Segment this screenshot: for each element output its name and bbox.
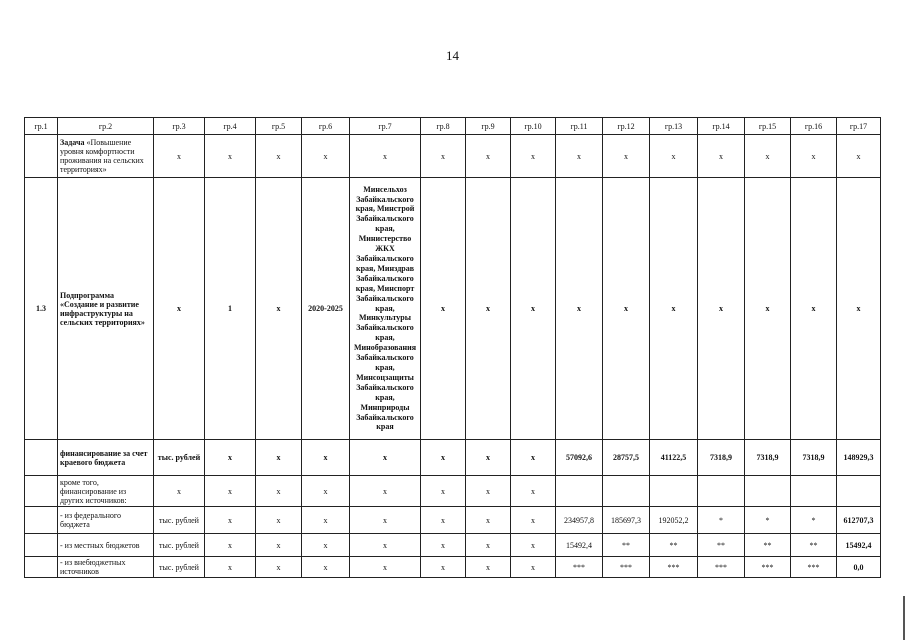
header-cell: гр.5 (256, 118, 302, 135)
table-cell: x (745, 178, 791, 440)
header-cell: гр.8 (421, 118, 466, 135)
table-cell: x (650, 135, 698, 178)
table-cell: *** (698, 557, 745, 578)
task-title-cell (58, 135, 154, 178)
table-cell: x (511, 135, 556, 178)
table-cell: 57092,6 (556, 440, 603, 476)
financing-label: финансирование за счет краевого бюджета (58, 440, 154, 476)
table-cell: x (837, 178, 881, 440)
table-cell: x (256, 440, 302, 476)
page-number: 14 (446, 48, 459, 63)
table-cell: *** (603, 557, 650, 578)
table-cell (791, 476, 837, 507)
row-number-cell: 1.3 (25, 178, 58, 440)
table-cell: x (350, 440, 421, 476)
task-description: «Повышение уровня комфортности проживания на сельских территориях» (60, 138, 144, 174)
table-cell (837, 476, 881, 507)
table-cell: x (302, 557, 350, 578)
table-cell: x (698, 178, 745, 440)
federal-label: - из федерального бюджета (58, 507, 154, 534)
extrabudgetary-row (25, 557, 881, 578)
row-number-cell (25, 557, 58, 578)
table-cell: 7318,9 (698, 440, 745, 476)
table-cell: x (350, 534, 421, 557)
table-cell: x (154, 135, 205, 178)
table-cell: * (791, 507, 837, 534)
table-cell: x (205, 476, 256, 507)
extrabudgetary-label: - из внебюджетных источников (58, 557, 154, 578)
table-cell: x (650, 178, 698, 440)
header-row (25, 118, 881, 135)
table-cell: *** (556, 557, 603, 578)
subprogram-title-cell: Подпрограмма «Создание и развитие инфраструктуры на сельских территориях» (58, 178, 154, 440)
table-cell: x (302, 135, 350, 178)
table-cell: x (466, 178, 511, 440)
table-cell: x (421, 135, 466, 178)
local-row (25, 534, 881, 557)
other-sources-label: кроме того, финансирование из других источников: (58, 476, 154, 507)
header-cell: гр.2 (58, 118, 154, 135)
table-cell: *** (745, 557, 791, 578)
table-cell: x (466, 135, 511, 178)
table-cell: 15492,4 (556, 534, 603, 557)
table-cell: x (466, 507, 511, 534)
table-cell: x (256, 507, 302, 534)
table-cell (698, 476, 745, 507)
table-cell: x (302, 507, 350, 534)
table-cell: x (603, 178, 650, 440)
row-number-cell (25, 507, 58, 534)
table-cell: x (511, 507, 556, 534)
table-cell: x (466, 440, 511, 476)
header-cell: гр.9 (466, 118, 511, 135)
table-cell: x (256, 476, 302, 507)
table-cell: 7318,9 (791, 440, 837, 476)
table-cell: x (256, 534, 302, 557)
table-cell: 192052,2 (650, 507, 698, 534)
header-cell: гр.14 (698, 118, 745, 135)
table-cell: x (205, 440, 256, 476)
table-cell: * (745, 507, 791, 534)
table-cell: x (205, 507, 256, 534)
table-cell: x (791, 135, 837, 178)
table-cell (603, 476, 650, 507)
table-cell: x (511, 476, 556, 507)
table-cell (745, 476, 791, 507)
table-cell: x (556, 135, 603, 178)
table-cell: x (205, 534, 256, 557)
row-number-cell (25, 440, 58, 476)
table-cell: ** (791, 534, 837, 557)
unit-cell: тыс. рублей (154, 440, 205, 476)
table-cell: x (466, 476, 511, 507)
total-cell: 15492,4 (837, 534, 881, 557)
table-cell: x (421, 507, 466, 534)
table-cell: x (421, 178, 466, 440)
table-cell: x (837, 135, 881, 178)
table-cell: x (556, 178, 603, 440)
table-cell: 1 (205, 178, 256, 440)
table-cell (650, 476, 698, 507)
header-cell: гр.12 (603, 118, 650, 135)
table-cell: x (511, 178, 556, 440)
table-cell (556, 476, 603, 507)
table-cell: x (350, 557, 421, 578)
table-cell: x (466, 534, 511, 557)
header-cell: гр.11 (556, 118, 603, 135)
financing-row (25, 440, 881, 476)
header-cell: гр.13 (650, 118, 698, 135)
table-cell: x (350, 507, 421, 534)
table-cell: x (302, 440, 350, 476)
header-cell: гр.15 (745, 118, 791, 135)
period-cell: 2020-2025 (302, 178, 350, 440)
total-cell: 0,0 (837, 557, 881, 578)
table-cell: * (698, 507, 745, 534)
table-cell: 185697,3 (603, 507, 650, 534)
task-label: Задача (60, 138, 85, 147)
task-row (25, 135, 881, 178)
table-cell: x (256, 557, 302, 578)
federal-row (25, 507, 881, 534)
program-table (24, 117, 881, 578)
header-cell: гр.6 (302, 118, 350, 135)
table-cell: *** (791, 557, 837, 578)
table-cell: x (511, 557, 556, 578)
table-cell: 234957,8 (556, 507, 603, 534)
table-cell: x (421, 557, 466, 578)
local-label: - из местных бюджетов (58, 534, 154, 557)
table-cell: x (745, 135, 791, 178)
total-cell: 148929,3 (837, 440, 881, 476)
table-cell: x (791, 178, 837, 440)
table-cell: x (603, 135, 650, 178)
table-cell: x (205, 557, 256, 578)
header-cell: гр.1 (25, 118, 58, 135)
table-cell: x (421, 440, 466, 476)
table-cell: ** (698, 534, 745, 557)
unit-cell: тыс. рублей (154, 534, 205, 557)
table-cell: x (302, 534, 350, 557)
table-cell: x (350, 476, 421, 507)
table-cell: x (154, 178, 205, 440)
table-cell: x (466, 557, 511, 578)
other-sources-row (25, 476, 881, 507)
table-cell: x (256, 135, 302, 178)
unit-cell: тыс. рублей (154, 507, 205, 534)
row-number-cell (25, 135, 58, 178)
header-cell: гр.3 (154, 118, 205, 135)
table-cell: x (256, 178, 302, 440)
table-cell: 28757,5 (603, 440, 650, 476)
row-number-cell (25, 476, 58, 507)
table-cell: x (154, 476, 205, 507)
row-number-cell (25, 534, 58, 557)
header-cell: гр.16 (791, 118, 837, 135)
header-cell: гр.4 (205, 118, 256, 135)
table-cell: ** (603, 534, 650, 557)
table-cell: ** (650, 534, 698, 557)
table-cell: x (698, 135, 745, 178)
table-cell: x (421, 476, 466, 507)
table-cell: ** (745, 534, 791, 557)
executors-cell: Минсельхоз Забайкальского края, Минстрой Забайкальского края, Министерство ЖКХ Забайкальского края, Минздрав Забайкальского края, Минспорт Забайкальского края, Минкультуры Забайкальского края, Минобразования Забайкальского края, Минсоцзащиты Забайкальского края, Минприроды Забайкальского края (350, 178, 421, 440)
table-cell: x (511, 534, 556, 557)
header-cell: гр.10 (511, 118, 556, 135)
total-cell: 612707,3 (837, 507, 881, 534)
table-cell: 41122,5 (650, 440, 698, 476)
table-cell: x (511, 440, 556, 476)
table-cell: *** (650, 557, 698, 578)
header-cell: гр.7 (350, 118, 421, 135)
unit-cell: тыс. рублей (154, 557, 205, 578)
subprogram-row (25, 178, 881, 440)
table-cell: 7318,9 (745, 440, 791, 476)
table-cell: x (350, 135, 421, 178)
table-cell: x (421, 534, 466, 557)
header-cell: гр.17 (837, 118, 881, 135)
table-cell: x (205, 135, 256, 178)
table-cell: x (302, 476, 350, 507)
